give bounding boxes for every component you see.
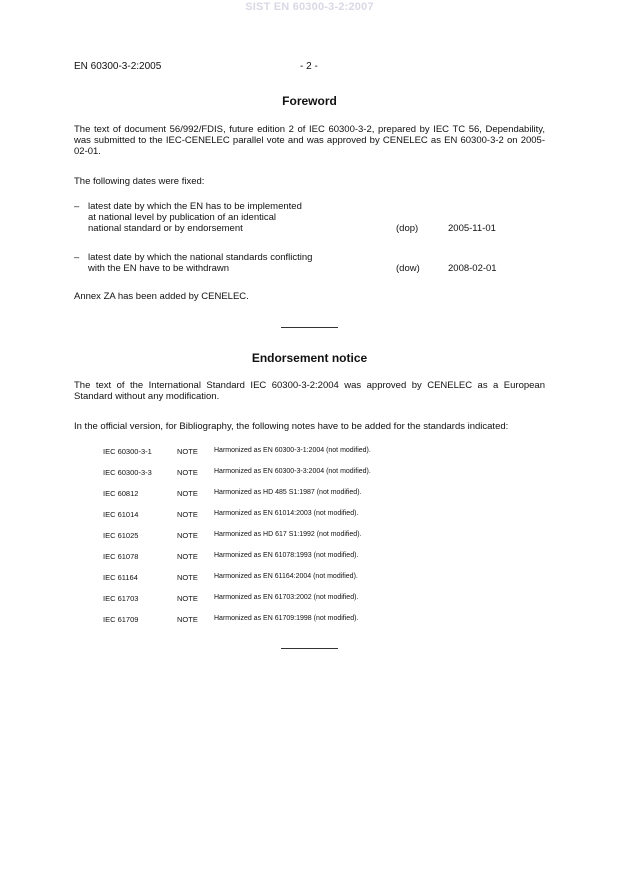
standard-id: IEC 61709	[103, 615, 139, 624]
standard-id: IEC 61164	[103, 573, 138, 582]
endorsement-title: Endorsement notice	[251, 351, 368, 365]
date-description-line: latest date by which the EN has to be implemented	[88, 201, 302, 212]
date-description-line: national standard or by endorsement	[88, 223, 243, 234]
date-value: 2008-02-01	[448, 263, 497, 274]
list-item	[103, 573, 523, 594]
document-id: EN 60300-3-2:2005	[74, 61, 162, 72]
annex-note: Annex ZA has been added by CENELEC.	[74, 291, 249, 302]
date-abbreviation: (dow)	[396, 263, 420, 274]
foreword-title: Foreword	[282, 94, 337, 108]
bibliography-intro: In the official version, for Bibliography, the following notes have to be added for the standards indicated:	[74, 421, 509, 432]
note-text: Harmonized as EN 61078:1993 (not modified).	[214, 552, 359, 559]
date-description	[88, 201, 368, 234]
section-divider	[281, 648, 338, 649]
note-text: Harmonized as EN 60300-3-1:2004 (not modified).	[214, 447, 371, 454]
standard-id: IEC 61703	[103, 594, 139, 603]
standard-id: IEC 60812	[103, 489, 139, 498]
list-item	[103, 468, 523, 489]
note-text: Harmonized as EN 61164:2004 (not modified).	[214, 573, 358, 580]
date-description-line: at national level by publication of an identical	[88, 212, 277, 223]
date-value: 2005-11-01	[448, 223, 496, 234]
list-item	[103, 447, 523, 468]
list-item	[103, 510, 523, 531]
standard-id: IEC 61014	[103, 510, 139, 519]
endorsement-text: The text of the International Standard IEC 60300-3-2:2004 was approved by CENELEC as a European Standard without any modification.	[74, 380, 545, 402]
note-text: Harmonized as EN 61709:1998 (not modified).	[214, 615, 359, 622]
note-label: NOTE	[177, 489, 198, 498]
note-text: Harmonized as EN 61014:2003 (not modified).	[214, 510, 359, 517]
bibliography-notes-list	[103, 447, 523, 636]
bullet-dash: –	[74, 252, 80, 263]
page-number: - 2 -	[300, 61, 318, 72]
foreword-intro: The text of document 56/992/FDIS, future edition 2 of IEC 60300-3-2, prepared by IEC TC 56, Dependability, was submitted to the IEC-CENELEC parallel vote and was approved by CENELEC as EN 60300-3-2 on 2005-02-01.	[74, 124, 545, 157]
note-label: NOTE	[177, 531, 198, 540]
standard-id: IEC 61025	[103, 531, 139, 540]
bullet-dash: –	[74, 201, 80, 212]
standard-id: IEC 60300-3-1	[103, 447, 152, 456]
list-item	[103, 615, 523, 636]
dates-intro: The following dates were fixed:	[74, 176, 205, 187]
note-text: Harmonized as EN 60300-3-3:2004 (not modified).	[214, 468, 371, 475]
date-description-line: latest date by which the national standards conflicting	[88, 252, 313, 263]
section-divider	[281, 327, 338, 328]
date-description-line: with the EN have to be withdrawn	[88, 263, 229, 274]
note-text: Harmonized as HD 617 S1:1992 (not modified).	[214, 531, 362, 538]
note-label: NOTE	[177, 615, 198, 624]
note-label: NOTE	[177, 594, 198, 603]
note-text: Harmonized as HD 485 S1:1987 (not modified).	[214, 489, 362, 496]
standard-id: IEC 61078	[103, 552, 139, 561]
note-label: NOTE	[177, 552, 198, 561]
date-abbreviation: (dop)	[396, 223, 419, 234]
note-label: NOTE	[177, 447, 198, 456]
note-label: NOTE	[177, 468, 198, 477]
list-item	[103, 594, 523, 615]
note-label: NOTE	[177, 573, 198, 582]
note-label: NOTE	[177, 510, 198, 519]
list-item	[103, 489, 523, 510]
date-description	[88, 252, 368, 274]
note-text: Harmonized as EN 61703:2002 (not modified).	[214, 594, 359, 601]
list-item	[103, 552, 523, 573]
watermark: SIST EN 60300-3-2:2007	[245, 1, 374, 13]
standard-id: IEC 60300-3-3	[103, 468, 152, 477]
list-item	[103, 531, 523, 552]
